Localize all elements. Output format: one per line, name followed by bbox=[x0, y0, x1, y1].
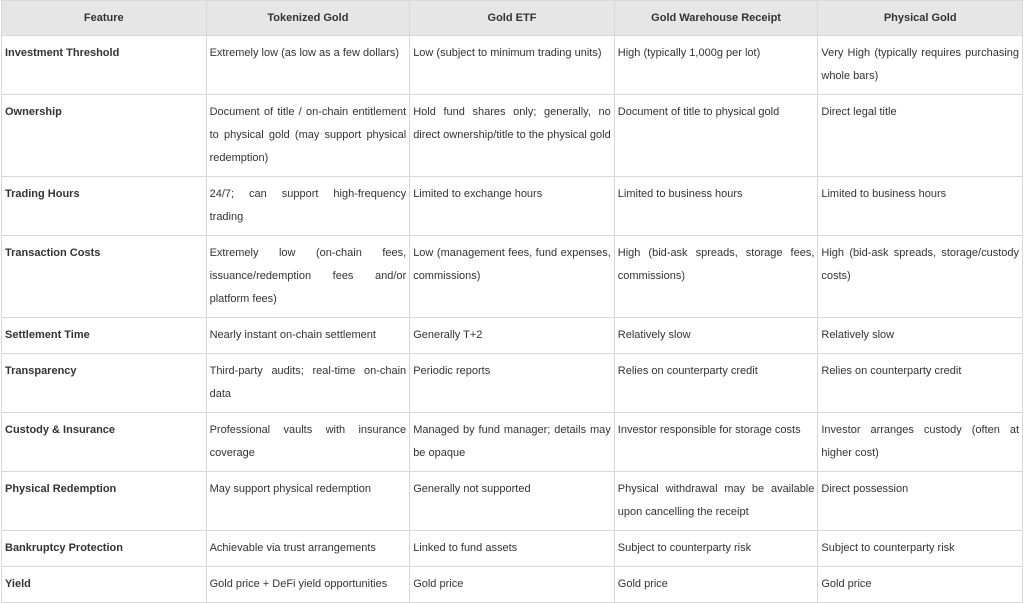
table-cell: Nearly instant on-chain settlement bbox=[206, 318, 410, 354]
header-row bbox=[2, 1, 1023, 36]
table-cell: High (bid-ask spreads, storage/custody costs) bbox=[818, 236, 1023, 318]
header-feature: Feature bbox=[2, 1, 207, 36]
table-cell: Very High (typically requires purchasing whole bars) bbox=[818, 36, 1023, 95]
table-cell: Limited to business hours bbox=[818, 177, 1023, 236]
table-cell: Physical withdrawal may be available upon cancelling the receipt bbox=[614, 472, 818, 531]
header-gold-etf: Gold ETF bbox=[410, 1, 615, 36]
header-physical-gold: Physical Gold bbox=[818, 1, 1023, 36]
table-cell: Limited to exchange hours bbox=[410, 177, 615, 236]
table-cell: Low (management fees, fund expenses, commissions) bbox=[410, 236, 615, 318]
table-cell: Document of title / on-chain entitlement to physical gold (may support physical redemption) bbox=[206, 95, 410, 177]
table-row bbox=[2, 354, 1023, 413]
table-row bbox=[2, 95, 1023, 177]
table-cell: High (bid-ask spreads, storage fees, commissions) bbox=[614, 236, 818, 318]
table-cell: Gold price bbox=[410, 567, 615, 603]
table-cell: Direct possession bbox=[818, 472, 1023, 531]
table-cell: 24/7; can support high-frequency trading bbox=[206, 177, 410, 236]
table-row bbox=[2, 318, 1023, 354]
header-tokenized-gold: Tokenized Gold bbox=[206, 1, 410, 36]
feature-cell: Bankruptcy Protection bbox=[2, 531, 207, 567]
table-cell: Achievable via trust arrangements bbox=[206, 531, 410, 567]
header-gold-warehouse-receipt: Gold Warehouse Receipt bbox=[614, 1, 818, 36]
table-cell: Subject to counterparty risk bbox=[818, 531, 1023, 567]
table-row bbox=[2, 177, 1023, 236]
feature-cell: Yield bbox=[2, 567, 207, 603]
table-cell: Extremely low (as low as a few dollars) bbox=[206, 36, 410, 95]
table-cell: Relies on counterparty credit bbox=[614, 354, 818, 413]
table-cell: High (typically 1,000g per lot) bbox=[614, 36, 818, 95]
table-cell: Gold price bbox=[614, 567, 818, 603]
table-cell: Extremely low (on-chain fees, issuance/redemption fees and/or platform fees) bbox=[206, 236, 410, 318]
feature-cell: Physical Redemption bbox=[2, 472, 207, 531]
table-cell: May support physical redemption bbox=[206, 472, 410, 531]
gold-comparison-table bbox=[1, 0, 1023, 603]
table-cell: Periodic reports bbox=[410, 354, 615, 413]
feature-cell: Transparency bbox=[2, 354, 207, 413]
feature-cell: Ownership bbox=[2, 95, 207, 177]
table-cell: Limited to business hours bbox=[614, 177, 818, 236]
table-cell: Gold price + DeFi yield opportunities bbox=[206, 567, 410, 603]
table-cell: Gold price bbox=[818, 567, 1023, 603]
feature-cell: Transaction Costs bbox=[2, 236, 207, 318]
feature-cell: Investment Threshold bbox=[2, 36, 207, 95]
table-row bbox=[2, 236, 1023, 318]
table-cell: Investor arranges custody (often at higher cost) bbox=[818, 413, 1023, 472]
table-row bbox=[2, 36, 1023, 95]
table-cell: Generally not supported bbox=[410, 472, 615, 531]
feature-cell: Settlement Time bbox=[2, 318, 207, 354]
table-cell: Professional vaults with insurance coverage bbox=[206, 413, 410, 472]
table-cell: Subject to counterparty risk bbox=[614, 531, 818, 567]
table-cell: Generally T+2 bbox=[410, 318, 615, 354]
table-cell: Document of title to physical gold bbox=[614, 95, 818, 177]
feature-cell: Custody & Insurance bbox=[2, 413, 207, 472]
table-row bbox=[2, 567, 1023, 603]
table-cell: Investor responsible for storage costs bbox=[614, 413, 818, 472]
feature-cell: Trading Hours bbox=[2, 177, 207, 236]
table-cell: Relatively slow bbox=[614, 318, 818, 354]
table-cell: Managed by fund manager; details may be opaque bbox=[410, 413, 615, 472]
table-cell: Linked to fund assets bbox=[410, 531, 615, 567]
table-row bbox=[2, 472, 1023, 531]
table-cell: Hold fund shares only; generally, no direct ownership/title to the physical gold bbox=[410, 95, 615, 177]
table-row bbox=[2, 531, 1023, 567]
table-cell: Low (subject to minimum trading units) bbox=[410, 36, 615, 95]
table-cell: Relies on counterparty credit bbox=[818, 354, 1023, 413]
table-cell: Relatively slow bbox=[818, 318, 1023, 354]
table-cell: Third-party audits; real-time on-chain data bbox=[206, 354, 410, 413]
table-row bbox=[2, 413, 1023, 472]
table-cell: Direct legal title bbox=[818, 95, 1023, 177]
